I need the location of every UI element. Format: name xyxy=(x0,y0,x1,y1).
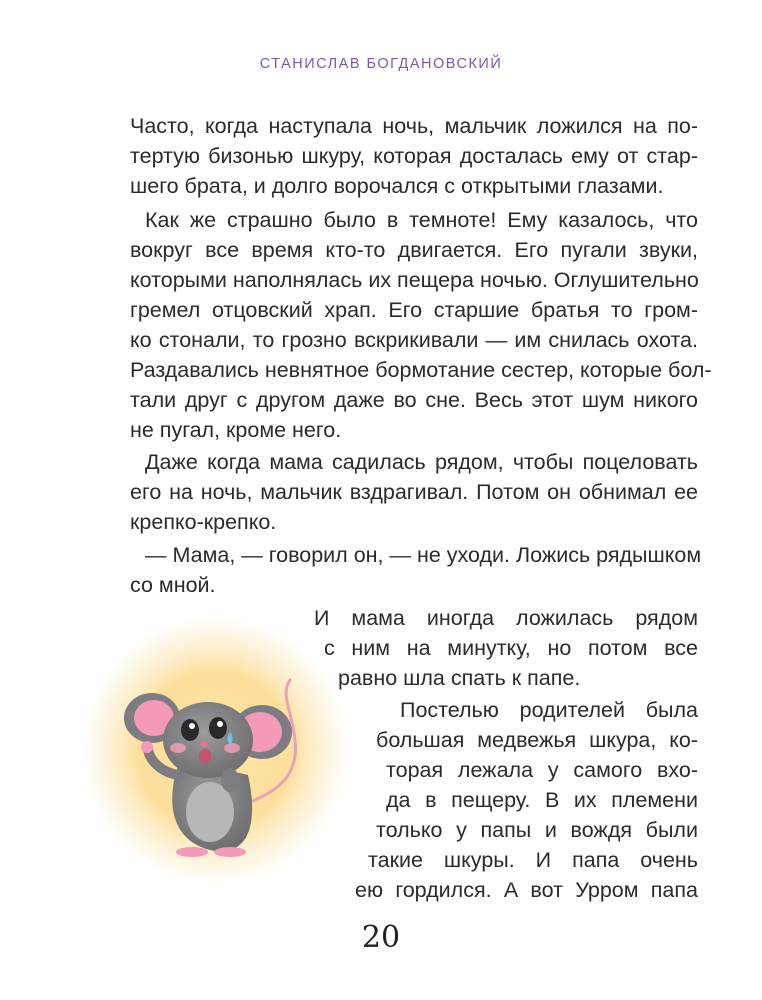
text-line: крепко-крепко. xyxy=(130,510,277,534)
text-line: Часто, когда наступала ночь, мальчик ложился на по- xyxy=(130,114,698,138)
text-line: Раздавались невнятное бормотание сестер, которые бол- xyxy=(130,358,712,382)
text-line: гремел отцовский храп. Его старшие братья то гром- xyxy=(130,298,698,322)
text-line: торая лежала у самого вхо- xyxy=(386,758,698,782)
text-line: со мной. xyxy=(130,573,216,597)
text-line: не пугал, кроме него. xyxy=(130,418,342,442)
mouse-illustration xyxy=(70,600,360,900)
text-line: тали друг с другом даже во сне. Весь этот шум никого xyxy=(130,388,698,412)
running-header-author: СТАНИСЛАВ БОГДАНОВСКИЙ xyxy=(259,56,503,72)
text-line: ею гордился. А вот Урром папа xyxy=(355,878,698,902)
text-line: только у папы и вождя были xyxy=(376,818,698,842)
text-line: такие шкуры. И папа очень xyxy=(368,848,698,872)
text-line: которыми наполнялась их пещера ночью. Оглушительно xyxy=(130,268,699,292)
text-line: большая медвежья шкура, ко- xyxy=(376,728,698,752)
text-line: равно шла спать к папе. xyxy=(338,666,581,690)
text-line: И мама иногда ложилась рядом xyxy=(314,606,698,630)
text-line: его на ночь, мальчик вздрагивал. Потом он обнимал ее xyxy=(130,480,698,504)
text-line: тертую бизонью шкуру, которая досталась ему от стар- xyxy=(130,144,698,168)
text-line: Как же страшно было в темноте! Ему казалось, что xyxy=(145,208,698,232)
text-line: вокруг все время кто-то двигается. Его пугали звуки, xyxy=(130,238,698,262)
text-line: ко стонали, то грозно вскрикивали — им снилась охота. xyxy=(130,328,698,352)
text-line: Даже когда мама садилась рядом, чтобы поцеловать xyxy=(145,450,698,474)
page-number: 20 xyxy=(361,920,401,955)
text-line: с ним на минутку, но потом все xyxy=(324,636,698,660)
text-line: да в пещеру. В их племени xyxy=(386,788,698,812)
text-line: шего брата, и долго ворочался с открытыми глазами. xyxy=(130,174,664,198)
text-line: Постелью родителей была xyxy=(400,698,698,722)
text-line: — Мама, — говорил он, — не уходи. Ложись рядышком xyxy=(145,543,702,567)
